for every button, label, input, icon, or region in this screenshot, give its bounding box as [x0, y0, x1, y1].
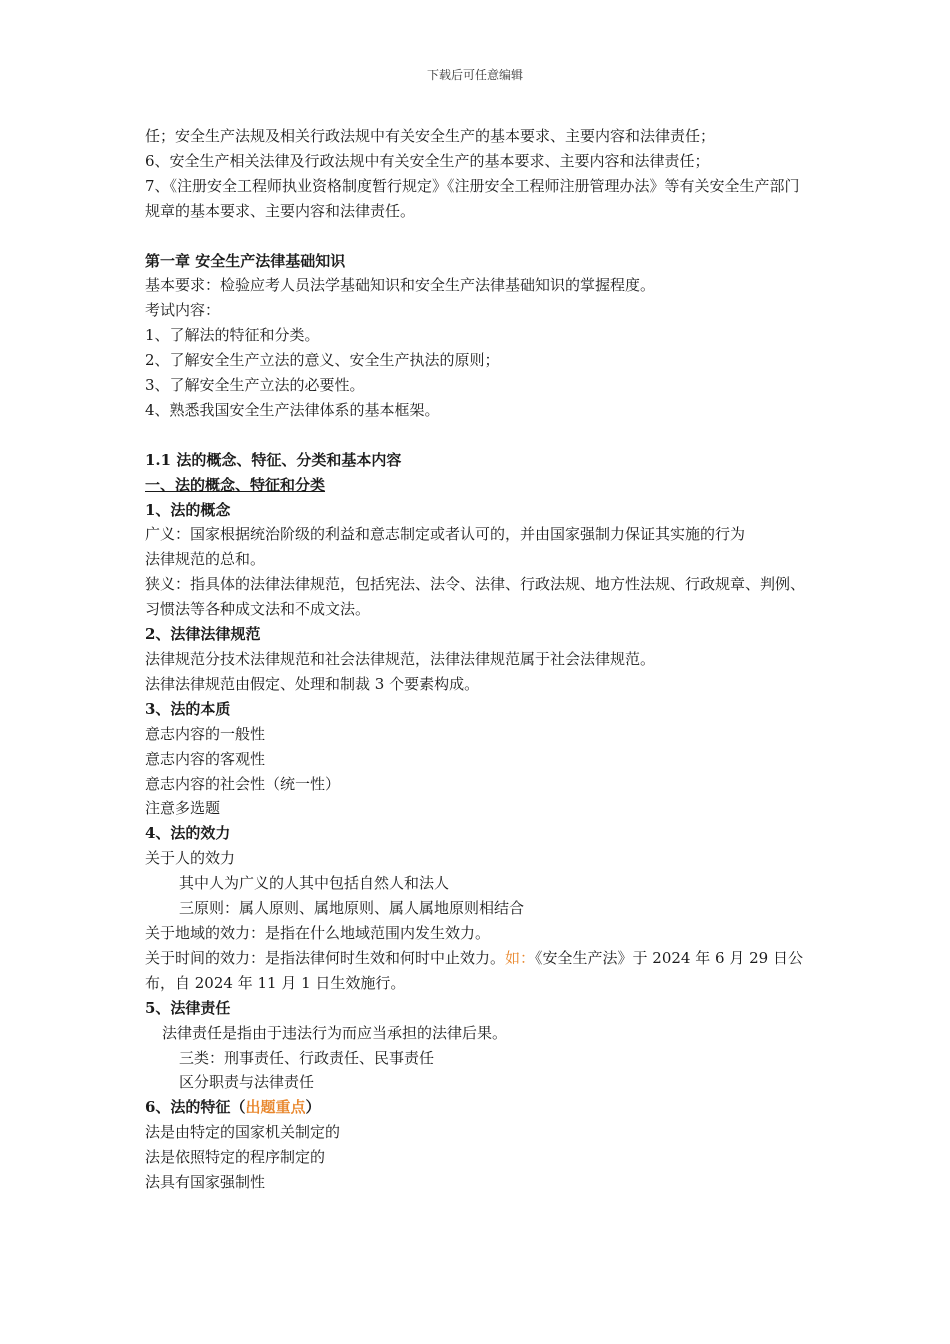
- essence-item: 意志内容的社会性（统一性）: [145, 774, 341, 793]
- heading-features: [145, 1095, 810, 1120]
- norms-line-2: 法律法律规范由假定、处理和制裁 3 个要素构成。: [145, 674, 480, 693]
- norms-line-1: 法律规范分技术法律规范和社会法律规范，法律法律规范属于社会法律规范。: [145, 650, 656, 668]
- heading-liability: 5、法律责任: [145, 998, 231, 1017]
- effect-person-sub: 其中人为广义的人其中包括自然人和法人: [179, 874, 450, 893]
- effect-time: [145, 946, 810, 996]
- feature-item: 法具有国家强制性: [145, 1173, 266, 1192]
- heading-concept: 1、法的概念: [145, 500, 231, 519]
- effect-person-principles: 三原则：属人原则、属地原则、属人属地原则相结合: [179, 899, 525, 918]
- exam-item: 4、熟悉我国安全生产法律体系的基本框架。: [145, 400, 440, 419]
- broad-definition: 广义：国家根据统治阶级的利益和意志制定或者认可的，并由国家强制力保证其实施的行为: [145, 525, 746, 544]
- effect-person: 关于人的效力: [145, 849, 236, 868]
- document-body: [145, 124, 810, 1195]
- effect-time-text: 关于时间的效力：是指法律何时生效和何时中止效力。: [145, 948, 506, 967]
- exam-item: 1、了解法的特征和分类。: [145, 326, 320, 345]
- essence-item: 意志内容的一般性: [145, 724, 266, 743]
- chapter-requirement: 基本要求：检验应考人员法学基础知识和安全生产法律基础知识的掌握程度。: [145, 276, 656, 295]
- section-title: 1.1 法的概念、特征、分类和基本内容: [145, 450, 402, 469]
- intro-line-2: 6、安全生产相关法律及行政法规中有关安全生产的基本要求、主要内容和法律责任；: [145, 151, 710, 170]
- intro-line-3: 7、《注册安全工程师执业资格制度暂行规定》《注册安全工程师注册管理办法》等有关安全生产部门规章的基本要求、主要内容和法律责任。: [145, 176, 800, 220]
- heading-effect: 4、法的效力: [145, 824, 231, 843]
- effect-time-example-label: 如：: [505, 948, 536, 967]
- section-subtitle: [145, 473, 810, 498]
- heading-essence: 3、法的本质: [145, 699, 231, 718]
- feature-item: 法是依照特定的程序制定的: [145, 1148, 326, 1167]
- exam-item: 3、了解安全生产立法的必要性。: [145, 376, 365, 395]
- exam-content-label: 考试内容：: [145, 301, 221, 320]
- section-subtitle-text: 一、法的概念、特征和分类: [145, 475, 326, 494]
- exam-item: 2、了解安全生产立法的意义、安全生产执法的原则；: [145, 351, 500, 370]
- heading-norms: 2、法律法律规范: [145, 625, 261, 644]
- broad-definition-cont: 法律规范的总和。: [145, 550, 266, 569]
- essence-item: 意志内容的客观性: [145, 749, 266, 768]
- narrow-definition: 狭义：指具体的法律法律规范，包括宪法、法令、法律、行政法规、地方性法规、行政规章、判例、习惯法等各种成文法和不成文法。: [145, 575, 806, 619]
- chapter-title: 第一章 安全生产法律基础知识: [145, 251, 346, 270]
- effect-area: 关于地域的效力：是指在什么地域范围内发生效力。: [145, 923, 491, 942]
- spacer: [145, 423, 810, 448]
- heading-features-text: 6、法的特征（: [145, 1098, 246, 1117]
- feature-item: 法是由特定的国家机关制定的: [145, 1123, 341, 1142]
- spacer: [145, 224, 810, 249]
- effect-time-example: 《安全生产法》于 2024 年 6 月 29 日公布，自 2024 年 11 月 1 日生效施行。: [145, 948, 803, 992]
- intro-line-1: 任；安全生产法规及相关行政法规中有关安全生产的基本要求、主要内容和法律责任；: [145, 127, 716, 145]
- essence-note: 注意多选题: [145, 799, 221, 818]
- heading-features-close: ）: [305, 1098, 321, 1117]
- liability-definition: 法律责任是指由于违法行为而应当承担的法律后果。: [162, 1023, 508, 1042]
- page-header: 下载后可任意编辑: [426, 68, 523, 82]
- liability-types: 三类：刑事责任、行政责任、民事责任: [179, 1048, 435, 1067]
- key-point-highlight: 出题重点: [245, 1098, 306, 1117]
- liability-distinction: 区分职责与法律责任: [179, 1073, 315, 1092]
